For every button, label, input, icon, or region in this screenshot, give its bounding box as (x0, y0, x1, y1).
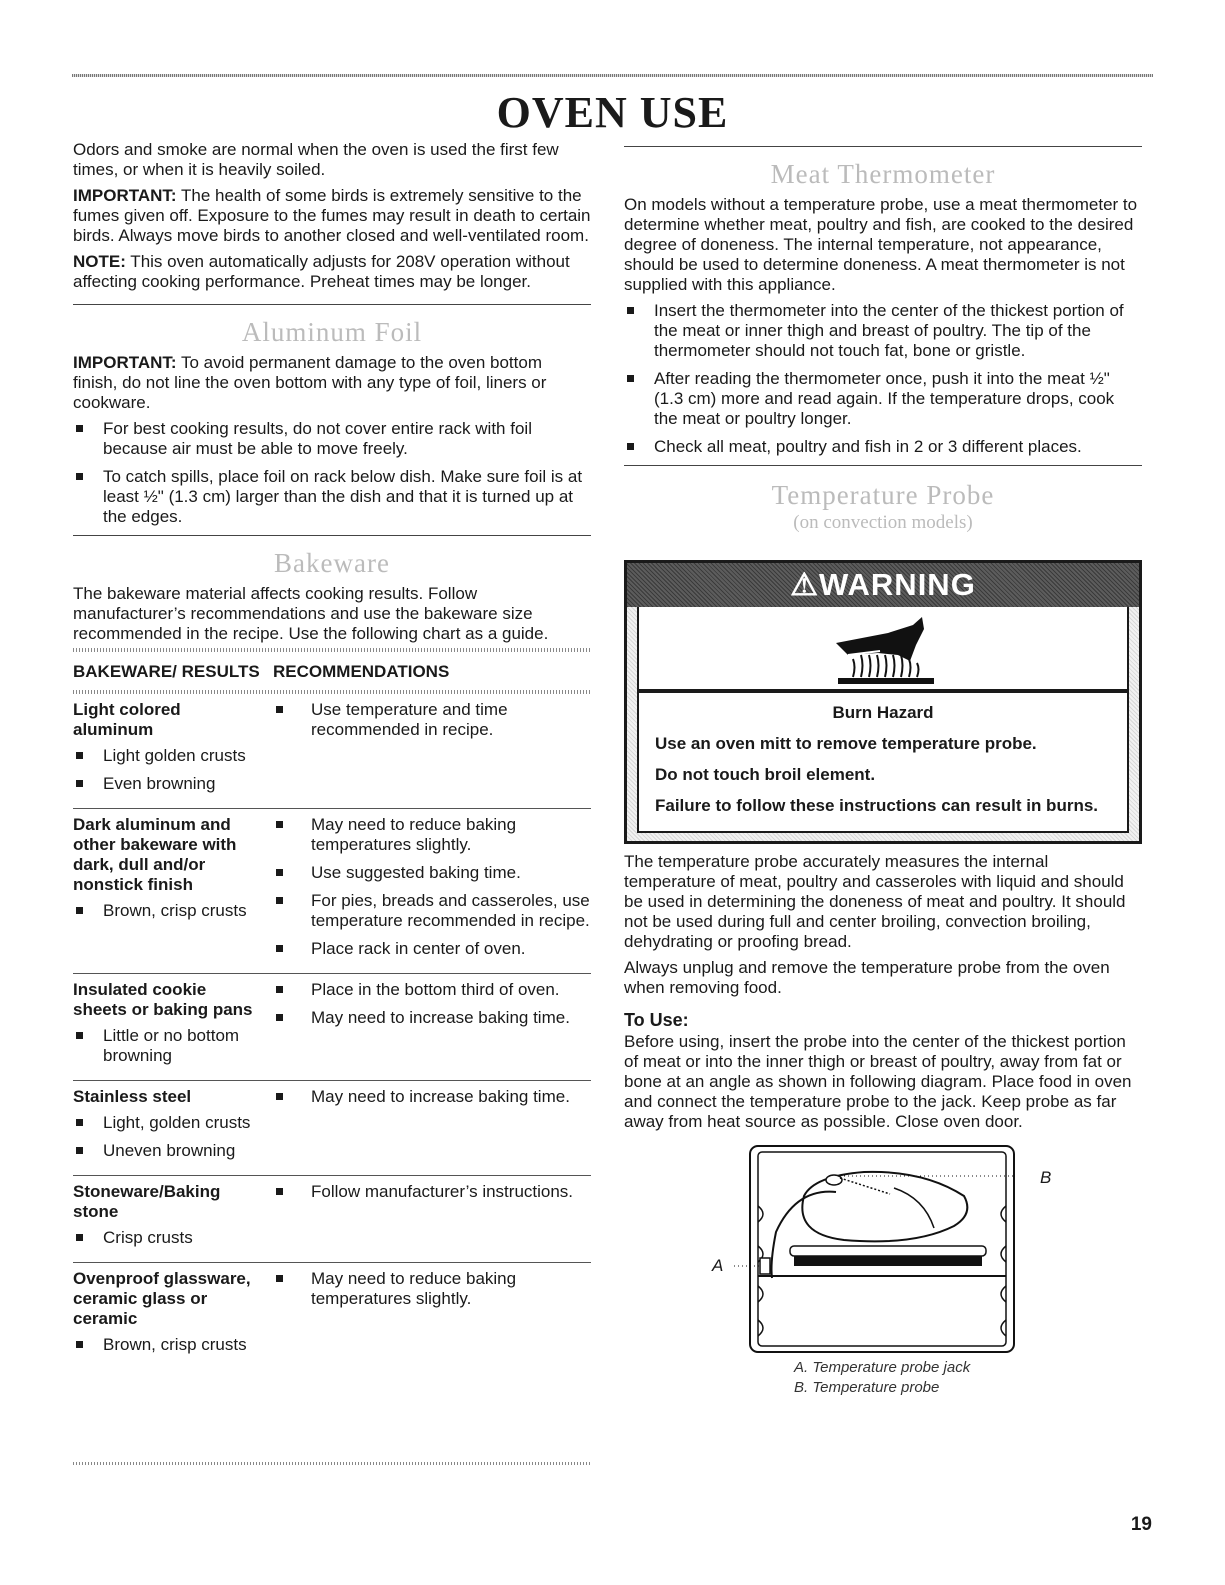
recommendation-item: Place rack in center of oven. (273, 939, 591, 959)
section-divider (624, 146, 1142, 147)
right-column (624, 146, 1142, 1398)
intro-note: NOTE: This oven automatically adjusts for 208V operation without affecting cooking performance. Preheat times may be longer. (73, 252, 570, 291)
table-row (73, 1263, 591, 1370)
probe-diagram (624, 1138, 1142, 1358)
warning-line: Use an oven mitt to remove temperature probe. (655, 734, 1037, 753)
result-item: Light, golden crusts (73, 1113, 263, 1133)
caption-probe-jack: A. Temperature probe jack (794, 1359, 971, 1376)
bakeware-name: Dark aluminum and other bakeware with dark, dull and/or nonstick finish (73, 815, 237, 894)
bakeware-name: Insulated cookie sheets or baking pans (73, 980, 253, 1019)
aluminum-foil-important: IMPORTANT: To avoid permanent damage to the oven bottom finish, do not line the oven bottom with any type of foil, liners or cookware. (73, 353, 547, 412)
meat-thermometer-intro: On models without a temperature probe, use a meat thermometer to determine whether meat, poultry and fish, are cooked to the desired degree of doneness. The internal temperature, not appearance, should be used to determine doneness. A meat thermometer is not supplied with this appliance. (624, 195, 1138, 294)
list-item: Insert the thermometer into the center of the thickest portion of the meat or inner thigh and breast of poultry. The tip of the thermometer should not touch fat, bone or gristle. (624, 301, 1142, 361)
result-item: Even browning (73, 774, 263, 794)
section-divider (73, 535, 591, 536)
col-header-recommendations: RECOMMENDATIONS (273, 662, 450, 681)
bakeware-name: Light colored aluminum (73, 700, 181, 739)
section-divider (624, 465, 1142, 466)
recommendation-item: Place in the bottom third of oven. (273, 980, 591, 1000)
table-row (73, 1081, 591, 1176)
top-divider (72, 74, 1153, 77)
result-item: Brown, crisp crusts (73, 1335, 263, 1355)
col-header-bakeware: BAKEWARE/ RESULTS (73, 662, 260, 681)
intro-important: IMPORTANT: The health of some birds is extremely sensitive to the fumes given off. Exposure to the fumes may result in death to certain birds. Always move birds to another closed and well-ventilated room. (73, 186, 591, 245)
result-item: Light golden crusts (73, 746, 263, 766)
table-top-rule (73, 648, 591, 652)
bakeware-intro: The bakeware material affects cooking results. Follow manufacturer’s recommendations and use the bakeware size recommended in the recipe. Use the following chart as a guide. (73, 584, 549, 643)
list-item: Check all meat, poultry and fish in 2 or 3 different places. (624, 437, 1142, 457)
table-row (73, 694, 591, 809)
intro-paragraph: Odors and smoke are normal when the oven is used the first few times, or when it is heavily soiled. (73, 140, 559, 179)
bakeware-name: Stoneware/Baking stone (73, 1182, 221, 1221)
recommendation-item: Follow manufacturer’s instructions. (273, 1182, 591, 1202)
burn-hazard-icon (637, 607, 1129, 691)
result-item: Brown, crisp crusts (73, 901, 263, 921)
recommendation-item: Use suggested baking time. (273, 863, 591, 883)
table-row (73, 809, 591, 974)
bakeware-heading: Bakeware (274, 548, 390, 578)
page-number: 19 (1130, 1514, 1152, 1535)
warning-hazard-title: Burn Hazard (832, 703, 934, 722)
temperature-probe-heading: Temperature Probe (771, 480, 995, 510)
recommendation-item: Use temperature and time recommended in recipe. (273, 700, 591, 740)
result-item: Uneven browning (73, 1141, 263, 1161)
warning-body (637, 691, 1129, 833)
to-use-instructions: Before using, insert the probe into the center of the thickest portion of meat or into the inner thigh or breast of poultry, away from fat or bone at an angle as shown in following diagram. Place food in oven and connect the temperature probe to the jack. Keep probe as far away from heat source as possible. Close oven door. (624, 1032, 1132, 1131)
probe-description: The temperature probe accurately measures the internal temperature of meat, poultry and casseroles with liquid and should be used in determining the doneness of meat and poultry. It should not be used during full and center broiling, convection broiling, dehydrating or proofing bread. (624, 852, 1126, 951)
warning-header (627, 563, 1139, 607)
list-item: After reading the thermometer once, push it into the meat ½" (1.3 cm) more and read again. If the temperature drops, cook the meat or poultry longer. (624, 369, 1142, 429)
table-header-row (73, 658, 591, 690)
left-column (73, 140, 591, 1369)
recommendation-item: May need to reduce baking temperatures slightly. (273, 815, 591, 855)
aluminum-foil-heading: Aluminum Foil (241, 317, 423, 347)
diagram-label-a: A (712, 1256, 724, 1275)
list-item: For best cooking results, do not cover entire rack with foil because air must be able to move freely. (73, 419, 591, 459)
to-use-heading: To Use: (624, 1010, 689, 1030)
bakeware-name: Stainless steel (73, 1087, 192, 1106)
aluminum-foil-list (73, 419, 591, 527)
meat-thermometer-list (624, 301, 1142, 457)
caption-probe: B. Temperature probe (794, 1379, 940, 1396)
warning-triangle-icon: ⚠ (790, 567, 819, 602)
warning-title: WARNING (818, 567, 976, 602)
table-row (73, 974, 591, 1081)
meat-thermometer-heading: Meat Thermometer (770, 159, 996, 189)
table-bottom-rule (73, 1462, 591, 1465)
recommendation-item: For pies, breads and casseroles, use temperature recommended in recipe. (273, 891, 591, 931)
bakeware-table (73, 658, 591, 1369)
probe-removal-note: Always unplug and remove the temperature probe from the oven when removing food. (624, 958, 1110, 997)
recommendation-item: May need to reduce baking temperatures slightly. (273, 1269, 591, 1309)
warning-line: Do not touch broil element. (655, 765, 876, 784)
result-item: Little or no bottom browning (73, 1026, 263, 1066)
result-item: Crisp crusts (73, 1228, 263, 1248)
temperature-probe-subheading: (on convection models) (793, 512, 973, 533)
section-divider (73, 304, 591, 305)
page-title: OVEN USE (496, 88, 729, 137)
table-row (73, 1176, 591, 1263)
diagram-label-b: B (1040, 1168, 1052, 1187)
recommendation-item: May need to increase baking time. (273, 1087, 591, 1107)
recommendation-item: May need to increase baking time. (273, 1008, 591, 1028)
bakeware-name: Ovenproof glassware, ceramic glass or ceramic (73, 1269, 251, 1328)
warning-box (624, 560, 1142, 844)
list-item: To catch spills, place foil on rack below dish. Make sure foil is at least ½" (1.3 cm) larger than the dish and that it is turned up at the edges. (73, 467, 591, 527)
warning-line: Failure to follow these instructions can result in burns. (655, 796, 1099, 815)
